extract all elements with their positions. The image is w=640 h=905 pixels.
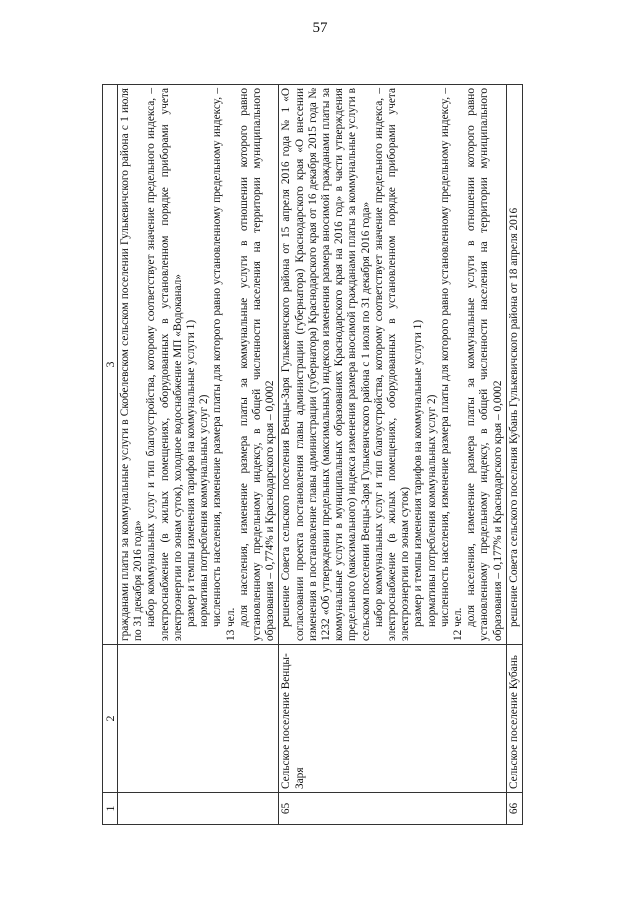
row-name-cell bbox=[118, 645, 279, 793]
document-table bbox=[102, 84, 523, 825]
row-number-cell bbox=[118, 793, 279, 825]
header-col-2: 2 bbox=[103, 645, 118, 793]
content-line: размер и темпы изменения тарифов на коммунальные услуги 1) bbox=[412, 319, 425, 627]
header-col-1: 1 bbox=[103, 793, 118, 825]
page-number: 57 bbox=[312, 20, 328, 36]
content-line: гражданами платы за коммунальные услуги в Скобелевском сельском поселении Гулькевичского района с 1 июля по 31 декабря 2016 года» bbox=[119, 88, 145, 641]
content-line: нормативы потребления коммунальных услуг 2) bbox=[425, 394, 438, 627]
header-col-3: 3 bbox=[103, 85, 118, 645]
row-number-cell: 65 bbox=[279, 793, 506, 825]
content-line: численность населения, изменение размера платы для которого равно установленному предельному индексу, – 12 чел. bbox=[438, 88, 465, 641]
row-content-cell bbox=[506, 85, 522, 645]
content-line: решение Совета сельского поселения Венцы-Заря Гулькевичского района от 15 апреля 2016 года № 1 «О согласовании проекта постановления главы администрации (губернатора) Краснодарского края «О внесении изменения в постановление главы администрации (губернатора) Краснодарского края от 16 декабря 2015 года № 1232 «Об утверждении предельных (максимальных) индексов изменения размера вносимой гражданами платы за коммунальные услуги в муниципальных образованиях Краснодарского края на 2016 год» в части утверждения предельного (максимального) индекса изменения размера вносимой гражданами платы за коммунальные услуги в сельском поселении Венцы-Заря Гулькевичского района с 1 июля по 31 декабря 2016 года» bbox=[280, 88, 372, 641]
content-line: решение Совета сельского поселения Кубань Гулькевичского района от 18 апреля 2016 bbox=[507, 207, 520, 627]
row-content-cell bbox=[118, 85, 279, 645]
row-name-cell: Сельское поселение Кубань bbox=[506, 645, 522, 793]
content-line: численность населения, изменение размера платы для которого равно установленному предельному индексу, – 13 чел. bbox=[211, 88, 237, 641]
content-line: доля населения, изменение размера платы за коммунальные услуги в отношении которого равно установленному предельному индексу, в общей численности населения на территории муниципального образования – 0,177% и Краснодарского края – 0,0002 bbox=[465, 88, 504, 641]
content-line: нормативы потребления коммунальных услуг 2) bbox=[198, 394, 211, 627]
table-row-66 bbox=[506, 85, 522, 825]
row-number-cell: 66 bbox=[506, 793, 522, 825]
rotated-table-container bbox=[102, 85, 572, 825]
content-line: набор коммунальных услуг и тип благоустройства, которому соответствует значение предельного индекса, – электроснабжение (в жилых помещениях, оборудованных в установленном порядке приборами учета электроэнергии по зонам суток) bbox=[372, 88, 412, 641]
row-name-cell: Сельское поселение Венцы-Заря bbox=[279, 645, 506, 793]
table-row-continued bbox=[118, 85, 279, 825]
content-line: набор коммунальных услуг и тип благоустройства, которому соответствует значение предельного индекса, – электроснабжение (в жилых помещениях, оборудованных в установленном порядке приборами учета электроэнергии по зонам суток), холодное водоснабжение МП «Водоканал» bbox=[145, 88, 184, 641]
row-content-cell bbox=[279, 85, 506, 645]
table-header-row bbox=[103, 85, 118, 825]
content-line: доля населения, изменение размера платы за коммунальные услуги в отношении которого равно установленному предельному индексу, в общей численности населения на территории муниципального образования – 0,774% и Краснодарского края – 0,0002 bbox=[237, 88, 277, 641]
content-line: размер и темпы изменения тарифов на коммунальные услуги 1) bbox=[185, 319, 198, 627]
table-row-65 bbox=[279, 85, 506, 825]
